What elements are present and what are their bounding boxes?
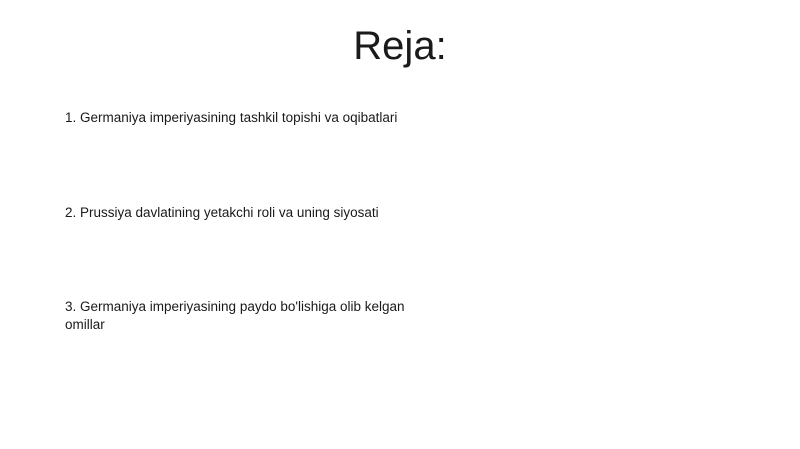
plan-item-1: 1. Germaniya imperiyasining tashkil topishi va oqibatlari <box>65 110 398 125</box>
slide-title: Reja: <box>353 24 447 68</box>
plan-item-2: 2. Prussiya davlatining yetakchi roli va uning siyosati <box>65 205 379 220</box>
plan-item-3: 3. Germaniya imperiyasining paydo bo'lishiga olib kelgan omillar <box>65 299 405 332</box>
